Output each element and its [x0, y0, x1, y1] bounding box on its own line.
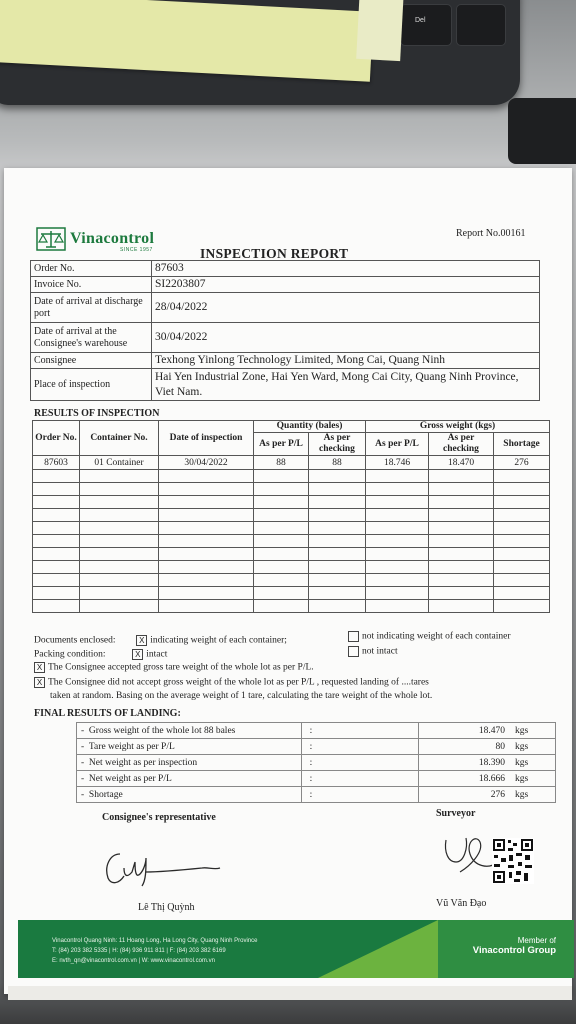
- table-row: [33, 574, 550, 587]
- final-value: 276: [419, 787, 510, 803]
- footer-band: [18, 920, 574, 978]
- cell-gw-checking: 18.470: [429, 456, 494, 470]
- member-badge: [473, 936, 556, 956]
- qr-code-icon: [492, 838, 534, 884]
- statement-accepted-text: The Consignee accepted gross tare weight of the whole lot as per P/L.: [48, 662, 314, 673]
- final-dash: -: [81, 773, 85, 784]
- report-number: Report No.00161: [456, 228, 526, 239]
- dark-device: [508, 98, 576, 164]
- table-row: [33, 496, 550, 509]
- info-row: [31, 353, 540, 369]
- info-label: Consignee: [31, 353, 152, 369]
- info-label: Order No.: [31, 261, 152, 277]
- info-label: Date of arrival at discharge port: [31, 293, 152, 323]
- sticky-note-strip: [356, 0, 404, 61]
- info-row: [31, 323, 540, 353]
- final-colon: :: [302, 755, 321, 771]
- surveyor-label: Surveyor: [436, 808, 476, 819]
- statement-not-accepted-line2: taken at random. Basing on the average weight of 1 tare, calculating the tare weight of the whole lot.: [50, 691, 433, 701]
- cell-gw-pl: 18.746: [366, 456, 429, 470]
- checkbox-indicating-weight: X: [136, 635, 147, 646]
- keyboard-key: [456, 4, 506, 46]
- footer-phone: T: (84) 203 382 5335 | H: (84) 936 911 811 | F: (84) 203 382 6169: [52, 948, 226, 954]
- statement-not-accepted-text: The Consignee did not accept gross weight of the whole lot as per P/L , requested landing of ....tares: [48, 677, 429, 688]
- final-value: 18.470: [419, 723, 510, 739]
- final-value: 18.666: [419, 771, 510, 787]
- scale-logo-icon: [36, 227, 66, 251]
- checkbox-accepted: X: [34, 662, 45, 673]
- info-value: 28/04/2022: [152, 293, 540, 323]
- final-label-text: Tare weight as per P/L: [88, 741, 175, 752]
- info-label: Invoice No.: [31, 277, 152, 293]
- col-container-no: Container No.: [80, 421, 159, 456]
- col-gw-as-per-checking: As per checking: [429, 433, 494, 456]
- final-colon: :: [302, 723, 321, 739]
- documents-enclosed-line: [34, 635, 287, 646]
- col-quantity-group: Quantity (bales): [254, 421, 366, 433]
- surveyor-name: Vũ Văn Đạo: [436, 898, 487, 909]
- final-label: [77, 723, 302, 739]
- final-label-text: Gross weight of the whole lot 88 bales: [88, 725, 236, 736]
- info-row: [31, 261, 540, 277]
- checkbox-not-intact: [348, 646, 359, 657]
- final-dash: -: [81, 757, 85, 768]
- info-row: [31, 293, 540, 323]
- inspection-report-paper: [4, 168, 572, 994]
- final-unit: kgs: [509, 771, 556, 787]
- checkbox-intact: X: [132, 649, 143, 660]
- table-row: [33, 522, 550, 535]
- final-colon: :: [302, 771, 321, 787]
- final-colon: :: [302, 787, 321, 803]
- final-value: 80: [419, 739, 510, 755]
- packing-condition-label: Packing condition:: [34, 649, 106, 660]
- packing-option-intact: intact: [146, 649, 168, 660]
- table-row: [33, 509, 550, 522]
- col-shortage: Shortage: [494, 433, 550, 456]
- del-key: [400, 4, 452, 46]
- col-order-no: Order No.: [33, 421, 80, 456]
- final-label: [77, 755, 302, 771]
- final-unit: kgs: [509, 739, 556, 755]
- table-row: [33, 587, 550, 600]
- final-row: [77, 755, 556, 771]
- info-row: [31, 277, 540, 293]
- table-row: [33, 470, 550, 483]
- table-row: [33, 483, 550, 496]
- info-label: Date of arrival at the Consignee's warehouse: [31, 323, 152, 353]
- col-gw-as-per-pl: As per P/L: [366, 433, 429, 456]
- cell-order-no: 87603: [33, 456, 80, 470]
- cell-date: 30/04/2022: [159, 456, 254, 470]
- footer-contact: E: nvth_qn@vinacontrol.com.vn | W: www.vinacontrol.com.vn: [52, 958, 215, 964]
- vinacontrol-logo: [36, 226, 154, 252]
- paper-edge: [8, 986, 572, 1000]
- table-row: [33, 535, 550, 548]
- cell-qty-pl: 88: [254, 456, 309, 470]
- consignee-representative-label: Consignee's representative: [102, 812, 216, 823]
- final-results-title: FINAL RESULTS OF LANDING:: [34, 708, 181, 719]
- final-value: 18.390: [419, 755, 510, 771]
- final-unit: kgs: [509, 755, 556, 771]
- final-unit: kgs: [509, 723, 556, 739]
- final-label: [77, 787, 302, 803]
- brand-name: Vinacontrol: [70, 230, 155, 247]
- brand-since: SINCE 1957: [120, 247, 153, 253]
- member-group: Vinacontrol Group: [472, 945, 556, 956]
- results-header-row: [33, 421, 550, 433]
- info-value: Texhong Yinlong Technology Limited, Mong Cai, Quang Ninh: [152, 353, 540, 369]
- checkbox-not-indicating-weight: [348, 631, 359, 642]
- del-key-label: Del: [415, 17, 426, 24]
- final-label-text: Shortage: [88, 789, 123, 800]
- doc-option-indicating: indicating weight of each container;: [150, 635, 287, 646]
- packing-condition-line: [34, 649, 167, 660]
- results-table: [32, 420, 550, 613]
- doc-option-2-line: [348, 631, 511, 642]
- col-qty-as-per-checking: As per checking: [309, 433, 366, 456]
- final-dash: -: [81, 789, 85, 800]
- col-qty-as-per-pl: As per P/L: [254, 433, 309, 456]
- footer-address: Vinacontrol Quang Ninh: 11 Hoang Long, Ha Long City, Quang Ninh Province: [52, 938, 258, 944]
- cell-qty-checking: 88: [309, 456, 366, 470]
- final-label: [77, 771, 302, 787]
- final-unit: kgs: [509, 787, 556, 803]
- info-value: 87603: [152, 261, 540, 277]
- statement-not-accepted: [34, 677, 429, 688]
- info-value: 30/04/2022: [152, 323, 540, 353]
- final-row: [77, 787, 556, 803]
- final-row: [77, 771, 556, 787]
- final-row: [77, 723, 556, 739]
- report-title: INSPECTION REPORT: [200, 246, 349, 261]
- table-row: [33, 456, 550, 470]
- table-row: [33, 548, 550, 561]
- col-gross-group: Gross weight (kgs): [366, 421, 550, 433]
- cell-container-no: 01 Container: [80, 456, 159, 470]
- info-label: Place of inspection: [31, 369, 152, 401]
- doc-option-not-indicating: not indicating weight of each container: [362, 631, 511, 642]
- member-of: Member of: [517, 936, 556, 945]
- final-dash: -: [81, 741, 85, 752]
- packing-option-2-line: [348, 646, 398, 657]
- order-info-table: [30, 260, 540, 401]
- final-results-table: [76, 722, 556, 803]
- final-dash: -: [81, 725, 85, 736]
- table-row: [33, 561, 550, 574]
- table-row: [33, 600, 550, 613]
- final-row: [77, 739, 556, 755]
- cell-shortage: 276: [494, 456, 550, 470]
- info-row: [31, 369, 540, 401]
- final-colon: :: [302, 739, 321, 755]
- packing-option-not-intact: not intact: [362, 646, 398, 657]
- documents-enclosed-label: Documents enclosed:: [34, 635, 116, 646]
- info-value: Hai Yen Industrial Zone, Hai Yen Ward, Mong Cai City, Quang Ninh Province, Viet Nam.: [152, 369, 540, 401]
- checkbox-not-accepted: X: [34, 677, 45, 688]
- final-label-text: Net weight as per P/L: [88, 773, 172, 784]
- info-value: SI2203807: [152, 277, 540, 293]
- results-title: RESULTS OF INSPECTION: [34, 408, 160, 419]
- final-label-text: Net weight as per inspection: [88, 757, 198, 768]
- statement-accepted: [34, 662, 314, 673]
- final-label: [77, 739, 302, 755]
- consignee-name: Lê Thị Quỳnh: [138, 902, 195, 913]
- col-date-of-inspection: Date of inspection: [159, 421, 254, 456]
- consignee-signature: [102, 848, 232, 888]
